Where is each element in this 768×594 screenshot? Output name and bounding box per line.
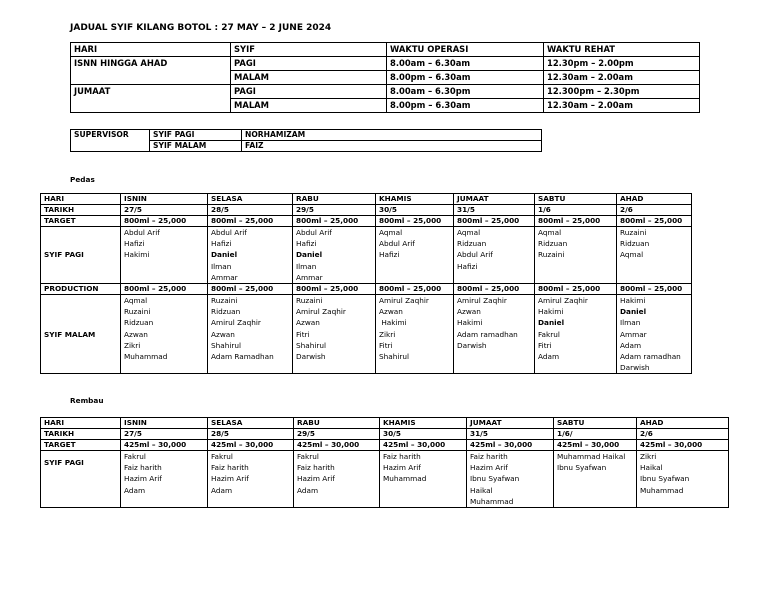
pedas-target: 800ml – 25,000 (293, 216, 376, 227)
rembau-target: 425ml – 30,000 (121, 440, 208, 451)
pedas-target: 800ml – 25,000 (376, 216, 454, 227)
rembau-target: 425ml – 30,000 (637, 440, 729, 451)
schedule-rehat: 12.300pm – 2.30pm (544, 85, 700, 99)
pedas-day: SABTU (535, 194, 617, 205)
schedule-operasi: 8.00am – 6.30am (387, 57, 544, 71)
pedas-target: 800ml – 25,000 (535, 216, 617, 227)
pedas-malam-isnin: Aqmal Ruzaini Ridzuan Azwan Zikri Muhammad (121, 294, 208, 373)
pedas-production: 800ml – 25,000 (376, 283, 454, 294)
pedas-table (40, 193, 692, 374)
schedule-rehat: 12.30am – 2.00am (544, 71, 700, 85)
rembau-target: 425ml – 30,000 (554, 440, 637, 451)
rembau-pagi-rabu: Fakrul Faiz harith Hazim Arif Adam (294, 451, 380, 508)
section-pedas: Pedas (70, 175, 95, 184)
pedas-hari-row (41, 194, 692, 205)
rembau-date: 30/5 (380, 429, 467, 440)
rembau-pagi-sabtu: Muhammad Haikal Ibnu Syafwan (554, 451, 637, 508)
label-tarikh: TARIKH (41, 429, 121, 440)
rembau-day: AHAD (637, 418, 729, 429)
rembau-date: 27/5 (121, 429, 208, 440)
schedule-hari: JUMAAT (71, 85, 231, 113)
section-rembau: Rembau (70, 396, 104, 405)
pedas-target-row (41, 216, 692, 227)
header-syif: SYIF (231, 43, 387, 57)
pedas-date: 28/5 (208, 205, 293, 216)
pedas-production: 800ml – 25,000 (121, 283, 208, 294)
pedas-date: 27/5 (121, 205, 208, 216)
label-hari: HARI (41, 418, 121, 429)
pedas-pagi-ahad: Ruzaini Ridzuan Aqmal (617, 227, 692, 284)
pedas-day: RABU (293, 194, 376, 205)
label-syif-pagi: SYIF PAGI (41, 451, 121, 508)
supervisor-table (70, 129, 542, 152)
label-hari: HARI (41, 194, 121, 205)
rembau-target: 425ml – 30,000 (467, 440, 554, 451)
rembau-date: 1/6/ (554, 429, 637, 440)
pedas-production: 800ml – 25,000 (535, 283, 617, 294)
pedas-malam-sabtu: Amirul Zaqhir Hakimi Daniel Fakrul Fitri Adam (535, 294, 617, 373)
rembau-target: 425ml – 30,000 (208, 440, 294, 451)
pedas-production: 800ml – 25,000 (454, 283, 535, 294)
rembau-tarikh-row (41, 429, 729, 440)
header-waktu-operasi: WAKTU OPERASI (387, 43, 544, 57)
supervisor-label: SUPERVISOR (71, 130, 150, 152)
pedas-target: 800ml – 25,000 (121, 216, 208, 227)
supervisor-name: FAIZ (242, 141, 542, 152)
pedas-day: JUMAAT (454, 194, 535, 205)
schedule-row (71, 85, 700, 99)
pedas-day: ISNIN (121, 194, 208, 205)
supervisor-name: NORHAMIZAM (242, 130, 542, 141)
pedas-pagi-isnin: Abdul Arif Hafizi Hakimi (121, 227, 208, 284)
rembau-date: 2/6 (637, 429, 729, 440)
rembau-day: JUMAAT (467, 418, 554, 429)
rembau-day: KHAMIS (380, 418, 467, 429)
schedule-syif: PAGI (231, 85, 387, 99)
pedas-date: 2/6 (617, 205, 692, 216)
supervisor-row (71, 130, 542, 141)
header-hari: HARI (71, 43, 231, 57)
pedas-date: 31/5 (454, 205, 535, 216)
pedas-malam-khamis: Amirul Zaqhir Azwan Hakimi Zikri Fitri Shahirul (376, 294, 454, 373)
pedas-target: 800ml – 25,000 (617, 216, 692, 227)
label-syif-malam: SYIF MALAM (41, 294, 121, 373)
supervisor-syif: SYIF PAGI (150, 130, 242, 141)
rembau-hari-row (41, 418, 729, 429)
rembau-day: SABTU (554, 418, 637, 429)
rembau-target: 425ml – 30,000 (380, 440, 467, 451)
rembau-date: 28/5 (208, 429, 294, 440)
schedule-operasi: 8.00am – 6.30pm (387, 85, 544, 99)
rembau-pagi-row (41, 451, 729, 508)
rembau-target-row (41, 440, 729, 451)
pedas-tarikh-row (41, 205, 692, 216)
pedas-day: AHAD (617, 194, 692, 205)
schedule-rehat: 12.30pm – 2.00pm (544, 57, 700, 71)
rembau-date: 29/5 (294, 429, 380, 440)
schedule-header-row (71, 43, 700, 57)
pedas-pagi-row (41, 227, 692, 284)
rembau-day: RABU (294, 418, 380, 429)
pedas-date: 1/6 (535, 205, 617, 216)
schedule-hari: ISNN HINGGA AHAD (71, 57, 231, 85)
label-syif-pagi: SYIF PAGI (41, 227, 121, 284)
pedas-malam-rabu: Ruzaini Amirul Zaqhir Azwan Fitri Shahirul Darwish (293, 294, 376, 373)
rembau-pagi-khamis: Faiz harith Hazim Arif Muhammad (380, 451, 467, 508)
schedule-rehat: 12.30am – 2.00am (544, 99, 700, 113)
label-target: TARGET (41, 440, 121, 451)
page-title: JADUAL SYIF KILANG BOTOL : 27 MAY – 2 JUNE 2024 (70, 23, 332, 33)
pedas-pagi-jumaat: Aqmal Ridzuan Abdul Arif Hafizi (454, 227, 535, 284)
schedule-operasi: 8.00pm – 6.30am (387, 99, 544, 113)
pedas-target: 800ml – 25,000 (208, 216, 293, 227)
pedas-production: 800ml – 25,000 (208, 283, 293, 294)
label-tarikh: TARIKH (41, 205, 121, 216)
label-target: TARGET (41, 216, 121, 227)
pedas-target: 800ml – 25,000 (454, 216, 535, 227)
pedas-pagi-rabu: Abdul Arif Hafizi Daniel Ilman Ammar (293, 227, 376, 284)
rembau-pagi-ahad: Zikri Haikal Ibnu Syafwan Muhammad (637, 451, 729, 508)
rembau-date: 31/5 (467, 429, 554, 440)
pedas-pagi-sabtu: Aqmal Ridzuan Ruzaini (535, 227, 617, 284)
label-production: PRODUCTION (41, 283, 121, 294)
rembau-table (40, 417, 729, 508)
pedas-pagi-khamis: Aqmal Abdul Arif Hafizi (376, 227, 454, 284)
pedas-production: 800ml – 25,000 (617, 283, 692, 294)
rembau-pagi-jumaat: Faiz harith Hazim Arif Ibnu Syafwan Haikal Muhammad (467, 451, 554, 508)
rembau-pagi-selasa: Fakrul Faiz harith Hazim Arif Adam (208, 451, 294, 508)
pedas-day: KHAMIS (376, 194, 454, 205)
pedas-malam-ahad: Hakimi Daniel Ilman Ammar Adam Adam ramadhan Darwish (617, 294, 692, 373)
pedas-date: 29/5 (293, 205, 376, 216)
pedas-production: 800ml – 25,000 (293, 283, 376, 294)
rembau-target: 425ml – 30,000 (294, 440, 380, 451)
pedas-malam-row (41, 294, 692, 373)
pedas-production-row (41, 283, 692, 294)
header-waktu-rehat: WAKTU REHAT (544, 43, 700, 57)
pedas-day: SELASA (208, 194, 293, 205)
schedule-table (70, 42, 700, 113)
pedas-malam-jumaat: Amirul Zaqhir Azwan Hakimi Adam ramadhan Darwish (454, 294, 535, 373)
rembau-day: SELASA (208, 418, 294, 429)
schedule-syif: PAGI (231, 57, 387, 71)
pedas-date: 30/5 (376, 205, 454, 216)
schedule-syif: MALAM (231, 71, 387, 85)
pedas-malam-selasa: Ruzaini Ridzuan Amirul Zaqhir Azwan Shahirul Adam Ramadhan (208, 294, 293, 373)
rembau-pagi-isnin: Fakrul Faiz harith Hazim Arif Adam (121, 451, 208, 508)
schedule-operasi: 8.00pm – 6.30am (387, 71, 544, 85)
schedule-syif: MALAM (231, 99, 387, 113)
supervisor-syif: SYIF MALAM (150, 141, 242, 152)
schedule-row (71, 57, 700, 71)
pedas-pagi-selasa: Abdul Arif Hafizi Daniel Ilman Ammar (208, 227, 293, 284)
rembau-day: ISNIN (121, 418, 208, 429)
